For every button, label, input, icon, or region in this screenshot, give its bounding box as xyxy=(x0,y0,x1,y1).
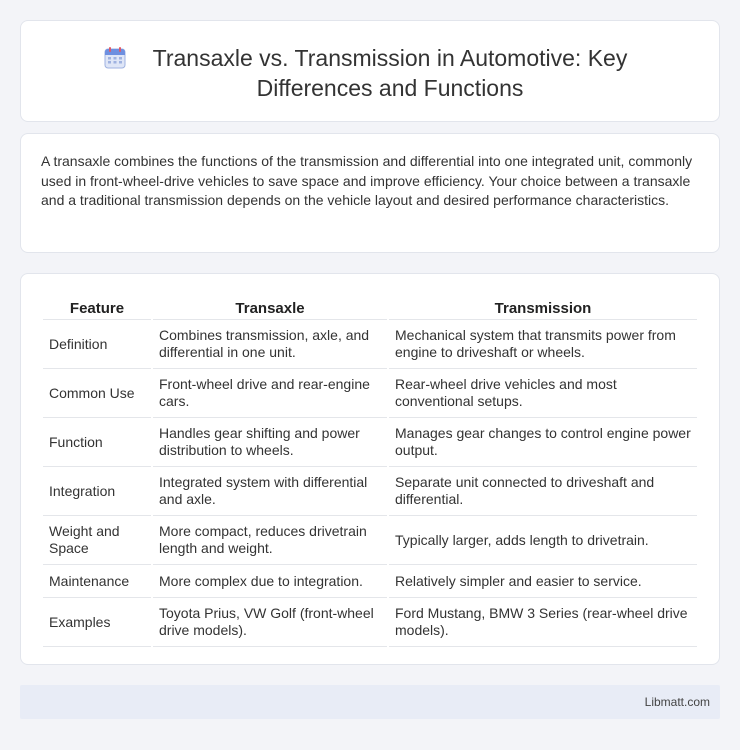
feature-cell: Maintenance xyxy=(43,565,151,598)
intro-paragraph: A transaxle combines the functions of the transmission and differential into one integrated unit, commonly used in front-wheel-drive vehicles to save space and improve efficiency. Your choice between a transaxle and a traditional transmission depends on the vehicle layout and desired performance characteristics. xyxy=(41,153,693,208)
table-row xyxy=(43,467,697,516)
feature-cell: Weight and Space xyxy=(43,516,151,565)
footer-bar xyxy=(20,685,720,719)
footer-site-link[interactable]: Libmatt.com xyxy=(644,695,710,709)
table-row xyxy=(43,516,697,565)
comparison-table xyxy=(41,294,699,647)
transmission-cell: Manages gear changes to control engine power output. xyxy=(389,418,697,467)
transaxle-cell: Front-wheel drive and rear-engine cars. xyxy=(153,369,387,418)
header-transmission: Transmission xyxy=(389,294,697,320)
transaxle-cell: Integrated system with differential and axle. xyxy=(153,467,387,516)
header-transaxle: Transaxle xyxy=(153,294,387,320)
transmission-cell: Relatively simpler and easier to service. xyxy=(389,565,697,598)
feature-cell: Examples xyxy=(43,598,151,647)
transmission-cell: Ford Mustang, BMW 3 Series (rear-wheel drive models). xyxy=(389,598,697,647)
transaxle-cell: Combines transmission, axle, and differential in one unit. xyxy=(153,320,387,369)
intro-card xyxy=(20,133,720,253)
transaxle-cell: More complex due to integration. xyxy=(153,565,387,598)
table-row xyxy=(43,598,697,647)
comparison-table-card xyxy=(20,273,720,665)
title-card xyxy=(20,20,720,122)
transaxle-cell: More compact, reduces drivetrain length and weight. xyxy=(153,516,387,565)
header-feature: Feature xyxy=(43,294,151,320)
feature-cell: Definition xyxy=(43,320,151,369)
transaxle-cell: Toyota Prius, VW Golf (front-wheel drive models). xyxy=(153,598,387,647)
table-row xyxy=(43,565,697,598)
transaxle-cell: Handles gear shifting and power distribution to wheels. xyxy=(153,418,387,467)
table-row xyxy=(43,320,697,369)
transmission-cell: Typically larger, adds length to drivetrain. xyxy=(389,516,697,565)
transmission-cell: Separate unit connected to driveshaft and differential. xyxy=(389,467,697,516)
table-header-row xyxy=(43,294,697,320)
feature-cell: Function xyxy=(43,418,151,467)
table-row xyxy=(43,369,697,418)
transmission-cell: Mechanical system that transmits power from engine to driveshaft or wheels. xyxy=(389,320,697,369)
table-row xyxy=(43,418,697,467)
page-title: Transaxle vs. Transmission in Automotive: Key Differences and Functions xyxy=(152,45,628,101)
feature-cell: Integration xyxy=(43,467,151,516)
feature-cell: Common Use xyxy=(43,369,151,418)
transmission-cell: Rear-wheel drive vehicles and most conventional setups. xyxy=(389,369,697,418)
